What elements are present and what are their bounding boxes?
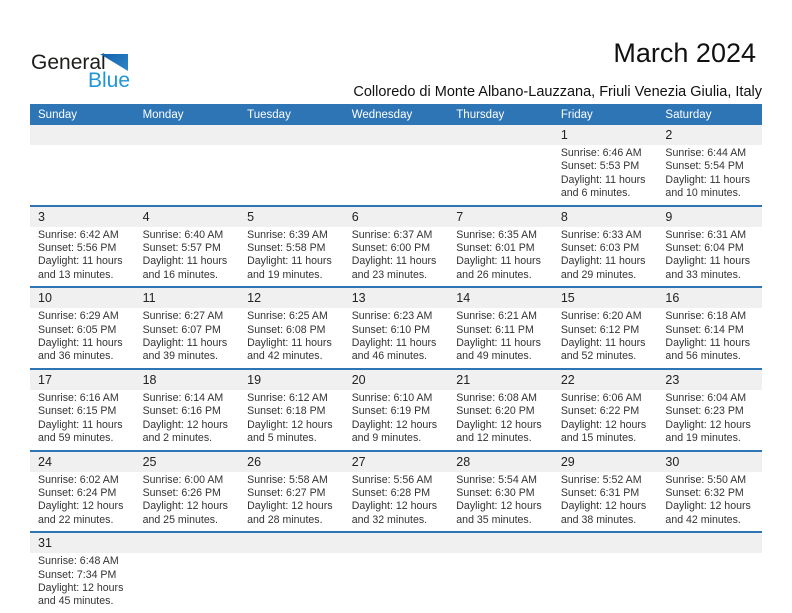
calendar-body <box>30 125 762 613</box>
daylight-text: Daylight: 11 hours and 46 minutes. <box>351 337 437 363</box>
daylight-text: Daylight: 11 hours and 23 minutes. <box>351 255 437 281</box>
sunset-text: Sunset: 6:23 PM <box>665 405 744 418</box>
day-cell <box>553 472 658 532</box>
daylight-text: Daylight: 11 hours and 56 minutes. <box>665 337 751 363</box>
week-row <box>30 370 762 452</box>
empty-day-cell <box>344 553 449 613</box>
day-number: 5 <box>247 209 255 224</box>
empty-day-number <box>344 533 449 553</box>
day-number: 18 <box>142 372 157 387</box>
empty-day-cell <box>30 145 135 205</box>
day-number: 24 <box>38 454 52 469</box>
empty-day-number <box>448 533 553 553</box>
calendar-table <box>30 104 762 613</box>
day-cell <box>448 308 553 368</box>
day-number: 2 <box>665 128 673 142</box>
sunset-text: Sunset: 6:27 PM <box>247 486 326 499</box>
sunset-text: Sunset: 6:18 PM <box>247 405 326 418</box>
week-row <box>30 452 762 534</box>
sunset-text: Sunset: 6:19 PM <box>351 405 431 418</box>
sunset-text: Sunset: 6:14 PM <box>665 323 744 336</box>
day-number: 25 <box>142 454 157 469</box>
sunset-text: Sunset: 6:31 PM <box>560 486 640 499</box>
empty-day-number <box>30 125 135 145</box>
day-cell <box>239 390 344 450</box>
sunrise-text: Sunrise: 5:54 AM <box>456 473 537 486</box>
day-number: 17 <box>38 372 52 387</box>
week-row <box>30 288 762 370</box>
day-number-band <box>30 288 762 308</box>
day-number: 16 <box>665 291 680 306</box>
day-cell <box>30 308 135 368</box>
sunset-text: Sunset: 5:54 PM <box>665 160 744 173</box>
sunset-text: Sunset: 5:58 PM <box>247 242 326 255</box>
weekday-thursday: Thursday <box>456 108 505 121</box>
sunrise-text: Sunrise: 6:06 AM <box>560 391 642 404</box>
empty-day-cell <box>135 145 240 205</box>
day-cell <box>553 390 658 450</box>
day-number: 14 <box>456 291 471 306</box>
day-cell <box>30 553 135 613</box>
day-number: 10 <box>38 291 52 306</box>
daylight-text: Daylight: 11 hours and 49 minutes. <box>456 337 541 363</box>
sunrise-text: Sunrise: 6:48 AM <box>38 555 119 568</box>
daylight-text: Daylight: 11 hours and 52 minutes. <box>560 337 646 363</box>
empty-day-number <box>553 533 658 553</box>
sunrise-text: Sunrise: 6:08 AM <box>456 391 537 404</box>
day-cell <box>448 227 553 287</box>
day-cell <box>553 308 658 368</box>
sunrise-text: Sunrise: 6:35 AM <box>456 228 537 241</box>
sunset-text: Sunset: 6:01 PM <box>456 242 535 255</box>
general-blue-logo <box>31 52 141 94</box>
daylight-text: Daylight: 12 hours and 38 minutes. <box>560 500 647 526</box>
daylight-text: Daylight: 11 hours and 10 minutes. <box>665 173 751 200</box>
sunset-text: Sunset: 5:53 PM <box>560 160 640 173</box>
day-cell <box>657 390 762 450</box>
day-cell <box>344 227 449 287</box>
empty-day-number <box>135 125 240 145</box>
weekday-sunday: Sunday <box>38 108 78 121</box>
day-number: 15 <box>560 291 575 306</box>
sunset-text: Sunset: 6:03 PM <box>560 242 640 255</box>
day-details-row <box>30 227 762 287</box>
weekday-friday: Friday <box>560 108 593 121</box>
daylight-text: Daylight: 11 hours and 26 minutes. <box>456 255 541 281</box>
daylight-text: Daylight: 12 hours and 19 minutes. <box>665 418 751 445</box>
day-details-row <box>30 145 762 205</box>
day-cell <box>553 145 658 205</box>
daylight-text: Daylight: 12 hours and 28 minutes. <box>247 500 333 526</box>
sunrise-text: Sunrise: 6:40 AM <box>142 228 224 241</box>
empty-day-number <box>657 533 762 553</box>
daylight-text: Daylight: 11 hours and 29 minutes. <box>560 255 646 281</box>
empty-day-cell <box>344 145 449 205</box>
sunrise-text: Sunrise: 6:39 AM <box>247 228 328 241</box>
logo-text-blue: Blue <box>88 69 131 92</box>
day-number: 22 <box>560 372 575 387</box>
sunset-text: Sunset: 6:15 PM <box>38 405 117 418</box>
logo-text-general: General <box>31 51 106 74</box>
day-number: 28 <box>456 454 471 469</box>
daylight-text: Daylight: 11 hours and 36 minutes. <box>38 337 123 363</box>
daylight-text: Daylight: 11 hours and 42 minutes. <box>247 337 332 363</box>
sunrise-text: Sunrise: 6:10 AM <box>351 391 433 404</box>
sunset-text: Sunset: 6:20 PM <box>456 405 535 418</box>
day-number: 23 <box>665 372 680 387</box>
sunset-text: Sunset: 6:07 PM <box>142 323 221 336</box>
daylight-text: Daylight: 11 hours and 59 minutes. <box>38 418 123 445</box>
weekday-saturday: Saturday <box>665 108 712 121</box>
day-cell <box>657 145 762 205</box>
week-row <box>30 207 762 289</box>
day-number-band <box>30 533 762 553</box>
sunset-text: Sunset: 6:26 PM <box>142 486 221 499</box>
daylight-text: Daylight: 12 hours and 42 minutes. <box>665 500 751 526</box>
sunset-text: Sunset: 6:32 PM <box>665 486 744 499</box>
sunrise-text: Sunrise: 6:02 AM <box>38 473 119 486</box>
weekday-header-row <box>30 104 762 125</box>
sunrise-text: Sunrise: 6:33 AM <box>560 228 642 241</box>
day-number-band <box>30 207 762 227</box>
daylight-text: Daylight: 12 hours and 5 minutes. <box>247 418 333 445</box>
day-number: 21 <box>456 372 471 387</box>
daylight-text: Daylight: 11 hours and 33 minutes. <box>665 255 751 281</box>
day-cell <box>135 308 240 368</box>
sunrise-text: Sunrise: 6:46 AM <box>560 147 642 159</box>
sunrise-text: Sunrise: 6:18 AM <box>665 310 747 323</box>
sunset-text: Sunset: 7:34 PM <box>38 568 117 581</box>
day-cell <box>135 390 240 450</box>
sunrise-text: Sunrise: 6:12 AM <box>247 391 328 404</box>
sunset-text: Sunset: 6:30 PM <box>456 486 535 499</box>
empty-day-number <box>135 533 240 553</box>
day-cell <box>30 472 135 532</box>
daylight-text: Daylight: 12 hours and 9 minutes. <box>351 418 438 445</box>
day-cell <box>239 227 344 287</box>
sunrise-text: Sunrise: 6:44 AM <box>665 147 747 159</box>
sunrise-text: Sunrise: 6:37 AM <box>351 228 433 241</box>
sunset-text: Sunset: 6:00 PM <box>351 242 431 255</box>
week-row <box>30 533 762 613</box>
day-cell <box>344 472 449 532</box>
day-number: 9 <box>665 209 673 224</box>
empty-day-cell <box>448 553 553 613</box>
empty-day-cell <box>135 553 240 613</box>
day-number: 4 <box>142 209 150 224</box>
empty-day-cell <box>239 145 344 205</box>
day-details-row <box>30 308 762 368</box>
sunrise-text: Sunrise: 6:04 AM <box>665 391 747 404</box>
day-cell <box>30 390 135 450</box>
day-number: 7 <box>456 209 464 224</box>
sunrise-text: Sunrise: 6:14 AM <box>142 391 224 404</box>
day-cell <box>344 390 449 450</box>
empty-day-number <box>239 533 344 553</box>
day-cell <box>553 227 658 287</box>
sunset-text: Sunset: 5:56 PM <box>38 242 117 255</box>
weekday-tuesday: Tuesday <box>247 108 291 121</box>
sunrise-text: Sunrise: 6:00 AM <box>142 473 224 486</box>
sunset-text: Sunset: 6:12 PM <box>560 323 640 336</box>
day-details-row <box>30 472 762 532</box>
empty-day-cell <box>448 145 553 205</box>
daylight-text: Daylight: 11 hours and 39 minutes. <box>142 337 228 363</box>
day-details-row <box>30 390 762 450</box>
day-number: 26 <box>247 454 262 469</box>
daylight-text: Daylight: 12 hours and 12 minutes. <box>456 418 542 445</box>
sunset-text: Sunset: 6:24 PM <box>38 486 117 499</box>
location-subtitle: Colloredo di Monte Albano-Lauzzana, Friuli Venezia Giulia, Italy <box>353 84 762 100</box>
empty-day-number <box>448 125 553 145</box>
daylight-text: Daylight: 12 hours and 22 minutes. <box>38 500 124 526</box>
page-title: March 2024 <box>613 38 756 68</box>
sunrise-text: Sunrise: 6:27 AM <box>142 310 224 323</box>
week-row <box>30 125 762 207</box>
day-number: 20 <box>351 372 366 387</box>
day-number: 27 <box>351 454 366 469</box>
day-number: 12 <box>247 291 262 306</box>
sunset-text: Sunset: 6:28 PM <box>351 486 431 499</box>
day-number-band <box>30 370 762 390</box>
sunset-text: Sunset: 5:57 PM <box>142 242 221 255</box>
sunrise-text: Sunrise: 5:52 AM <box>560 473 642 486</box>
day-cell <box>448 472 553 532</box>
day-cell <box>657 308 762 368</box>
day-number: 8 <box>560 209 568 224</box>
daylight-text: Daylight: 12 hours and 45 minutes. <box>38 581 124 608</box>
sunset-text: Sunset: 6:08 PM <box>247 323 326 336</box>
sunset-text: Sunset: 6:04 PM <box>665 242 744 255</box>
sunrise-text: Sunrise: 6:29 AM <box>38 310 119 323</box>
sunrise-text: Sunrise: 6:16 AM <box>38 391 119 404</box>
day-number: 13 <box>351 291 366 306</box>
day-number: 3 <box>38 209 45 224</box>
daylight-text: Daylight: 12 hours and 15 minutes. <box>560 418 647 445</box>
day-cell <box>344 308 449 368</box>
daylight-text: Daylight: 11 hours and 16 minutes. <box>142 255 228 281</box>
sunrise-text: Sunrise: 5:58 AM <box>247 473 328 486</box>
sunrise-text: Sunrise: 6:21 AM <box>456 310 537 323</box>
empty-day-cell <box>553 553 658 613</box>
day-number: 29 <box>560 454 575 469</box>
empty-day-number <box>344 125 449 145</box>
daylight-text: Daylight: 12 hours and 32 minutes. <box>351 500 438 526</box>
weekday-wednesday: Wednesday <box>351 108 413 121</box>
sunset-text: Sunset: 6:10 PM <box>351 323 431 336</box>
sunset-text: Sunset: 6:05 PM <box>38 323 117 336</box>
day-cell <box>657 227 762 287</box>
daylight-text: Daylight: 12 hours and 25 minutes. <box>142 500 228 526</box>
sunrise-text: Sunrise: 5:56 AM <box>351 473 433 486</box>
sunrise-text: Sunrise: 6:31 AM <box>665 228 747 241</box>
daylight-text: Daylight: 12 hours and 2 minutes. <box>142 418 228 445</box>
empty-day-cell <box>239 553 344 613</box>
sunrise-text: Sunrise: 6:42 AM <box>38 228 119 241</box>
day-number: 1 <box>560 128 568 142</box>
day-cell <box>135 472 240 532</box>
day-cell <box>657 472 762 532</box>
day-number: 31 <box>38 536 52 551</box>
day-cell <box>30 227 135 287</box>
daylight-text: Daylight: 11 hours and 13 minutes. <box>38 255 123 281</box>
day-number: 6 <box>351 209 359 224</box>
sunrise-text: Sunrise: 5:50 AM <box>665 473 747 486</box>
weekday-monday: Monday <box>142 108 184 121</box>
sunrise-text: Sunrise: 6:25 AM <box>247 310 328 323</box>
daylight-text: Daylight: 11 hours and 6 minutes. <box>560 173 646 200</box>
day-number-band <box>30 125 762 145</box>
day-details-row <box>30 553 762 613</box>
day-number: 30 <box>665 454 680 469</box>
daylight-text: Daylight: 11 hours and 19 minutes. <box>247 255 332 281</box>
empty-day-cell <box>657 553 762 613</box>
sunrise-text: Sunrise: 6:20 AM <box>560 310 642 323</box>
sunset-text: Sunset: 6:22 PM <box>560 405 640 418</box>
sunrise-text: Sunrise: 6:23 AM <box>351 310 433 323</box>
day-number: 11 <box>142 291 156 306</box>
day-number: 19 <box>247 372 262 387</box>
day-number-band <box>30 452 762 472</box>
sunset-text: Sunset: 6:11 PM <box>456 323 534 336</box>
day-cell <box>448 390 553 450</box>
day-cell <box>135 227 240 287</box>
daylight-text: Daylight: 12 hours and 35 minutes. <box>456 500 542 526</box>
day-cell <box>239 308 344 368</box>
sunset-text: Sunset: 6:16 PM <box>142 405 221 418</box>
day-cell <box>239 472 344 532</box>
empty-day-number <box>239 125 344 145</box>
